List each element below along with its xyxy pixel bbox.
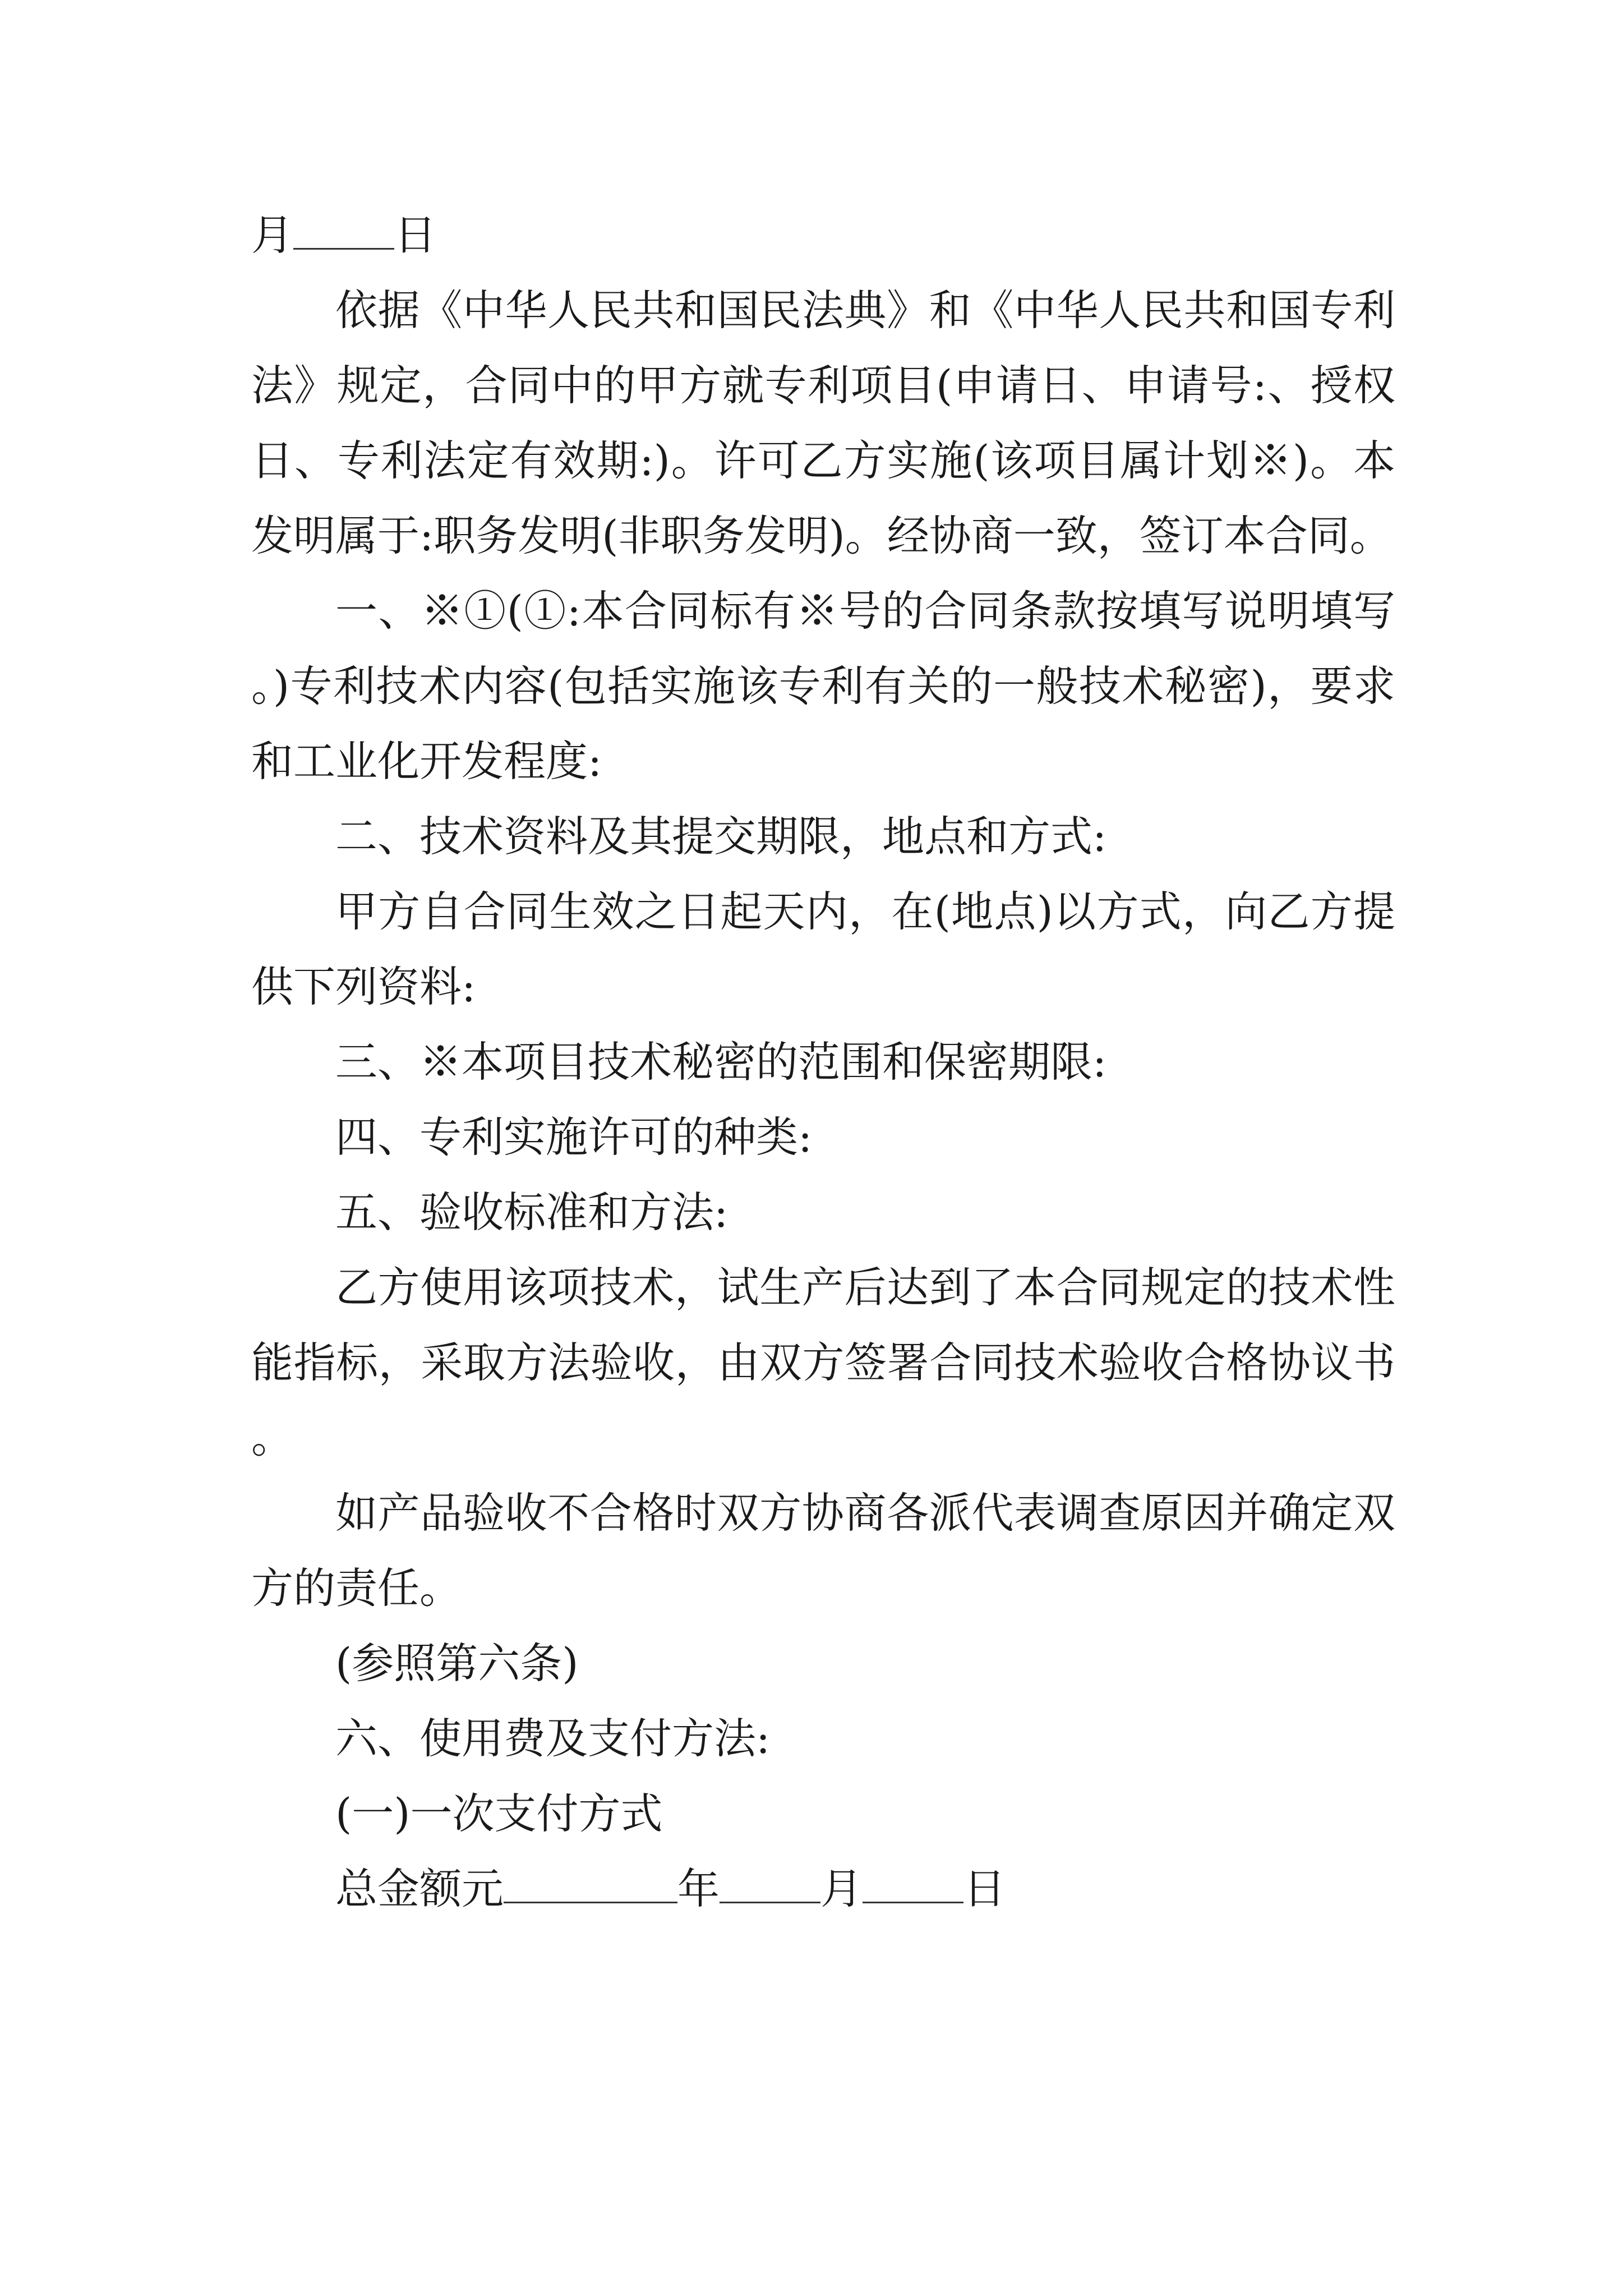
paragraph-clause-5-failure: 如产品验收不合格时双方协商各派代表调查原因并确定双方的责任。 (251, 1488, 1395, 1613)
paragraph-clause-2-detail: 甲方自合同生效之日起天内，在(地点)以方式，向乙方提供下列资料: (251, 887, 1395, 1011)
day-label: 日 (394, 210, 437, 260)
day-blank-2 (863, 1864, 963, 1904)
date-fragment-line (251, 197, 1395, 273)
month-blank (720, 1864, 820, 1904)
paragraph-clause-4: 四、专利实施许可的种类: (335, 1112, 813, 1162)
document-page (251, 197, 1395, 1926)
paragraph-clause-3: 三、※本项目技术秘密的范围和保密期限: (335, 1037, 1107, 1087)
paragraph-reference: (参照第六条) (335, 1639, 579, 1688)
paragraph-clause-2: 二、技术资料及其提交期限，地点和方式: (335, 812, 1107, 861)
year-label: 年 (677, 1864, 720, 1913)
day-label-2: 日 (963, 1864, 1006, 1913)
total-amount-line (251, 1851, 1395, 1926)
day-blank (293, 210, 394, 250)
paragraph-clause-6: 六、使用费及支付方法: (335, 1714, 771, 1763)
amount-blank (504, 1864, 677, 1904)
total-amount-label: 总金额元 (335, 1864, 504, 1913)
paragraph-clause-5: 五、验收标准和方法: (335, 1188, 728, 1237)
month-label-2: 月 (820, 1864, 863, 1913)
month-label: 月 (251, 210, 294, 260)
paragraph-legal-basis: 依据《中华人民共和国民法典》和《中华人民共和国专利法》规定，合同中的甲方就专利项目(申请日、申请号:、授权日、专利法定有效期:)。许可乙方实施(该项目属计划※)。本发明属于:职务发明(非职务发明)。经协商一致，签订本合同。 (251, 286, 1395, 560)
paragraph-clause-1: 一、※①(①:本合同标有※号的合同条款按填写说明填写。)专利技术内容(包括实施该专利有关的一般技术秘密)，要求和工业化开发程度: (251, 586, 1395, 786)
paragraph-clause-5-detail: 乙方使用该项技术，试生产后达到了本合同规定的技术性能指标，采取方法验收，由双方签署合同技术验收合格协议书。 (251, 1263, 1395, 1462)
paragraph-clause-6-method-1: (一)一次支付方式 (335, 1789, 663, 1838)
